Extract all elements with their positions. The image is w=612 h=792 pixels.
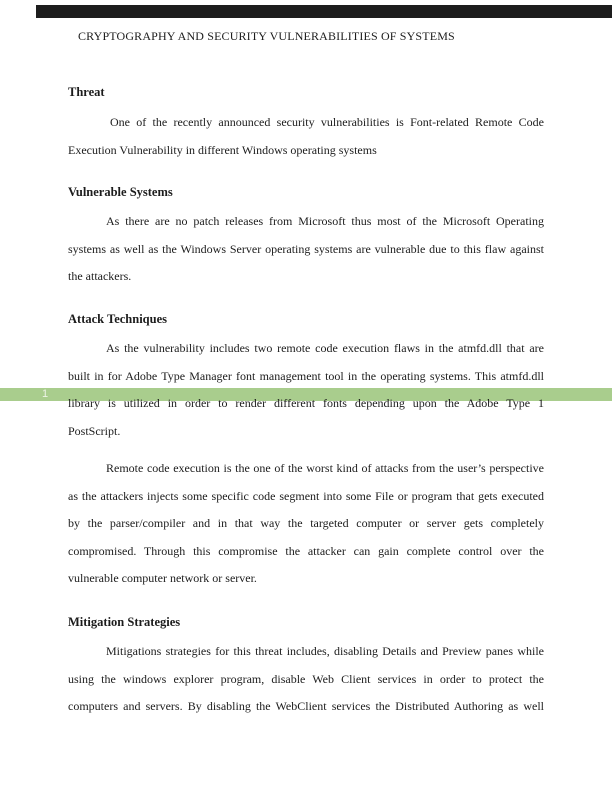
text-line: systems as well as the Windows Server operating systems are vulnerable due to this flaw against <box>68 241 544 256</box>
text-line: built in for Adobe Type Manager font management tool in the operating systems. This atmfd.dll <box>68 368 544 383</box>
comment-marker: 1 <box>42 388 49 400</box>
text-line: compromised. Through this compromise the attacker can gain complete control over the <box>68 543 544 558</box>
paragraph-threat <box>68 109 544 164</box>
page-header-title: CRYPTOGRAPHY AND SECURITY VULNERABILITIES OF SYSTEMS <box>78 29 455 43</box>
text-line: Mitigations strategies for this threat includes, disabling Details and Preview panes while <box>106 644 544 658</box>
text-line: using the windows explorer program, disable Web Client services in order to protect the <box>68 671 544 686</box>
top-dark-bar <box>36 5 612 18</box>
text-line: computers and servers. By disabling the WebClient services the Distributed Authoring as well <box>68 699 544 714</box>
text-line: One of the recently announced security vulnerabilities is Font-related Remote Code <box>110 115 544 129</box>
text-line: As the vulnerability includes two remote code execution flaws in the atmfd.dll that are <box>106 341 544 355</box>
paragraph-vulnerable-systems <box>68 208 544 291</box>
text-line: PostScript. <box>68 423 121 438</box>
text-line: As there are no patch releases from Microsoft thus most of the Microsoft Operating <box>106 214 544 228</box>
paragraph-attack-techniques-1 <box>68 335 544 445</box>
text-line: as the attackers injects some specific code segment into some File or program that gets executed <box>68 488 544 503</box>
heading-mitigation-strategies: Mitigation Strategies <box>68 615 181 629</box>
text-line: the attackers. <box>68 269 132 284</box>
text-line: library is utilized in order to render different fonts depending upon the Adobe Type 1 <box>68 396 544 411</box>
paragraph-mitigation-strategies <box>68 638 544 721</box>
text-line: vulnerable computer network or server. <box>68 571 257 586</box>
paragraph-attack-techniques-2 <box>68 455 544 593</box>
heading-threat: Threat <box>68 85 105 99</box>
heading-attack-techniques: Attack Techniques <box>68 312 167 326</box>
text-line: Execution Vulnerability in different Windows operating systems <box>68 142 377 157</box>
heading-vulnerable-systems: Vulnerable Systems <box>68 185 173 199</box>
text-line: by the parser/compiler and in that way the targeted computer or server gets completely <box>68 516 544 531</box>
text-line: Remote code execution is the one of the worst kind of attacks from the user’s perspective <box>106 461 544 475</box>
